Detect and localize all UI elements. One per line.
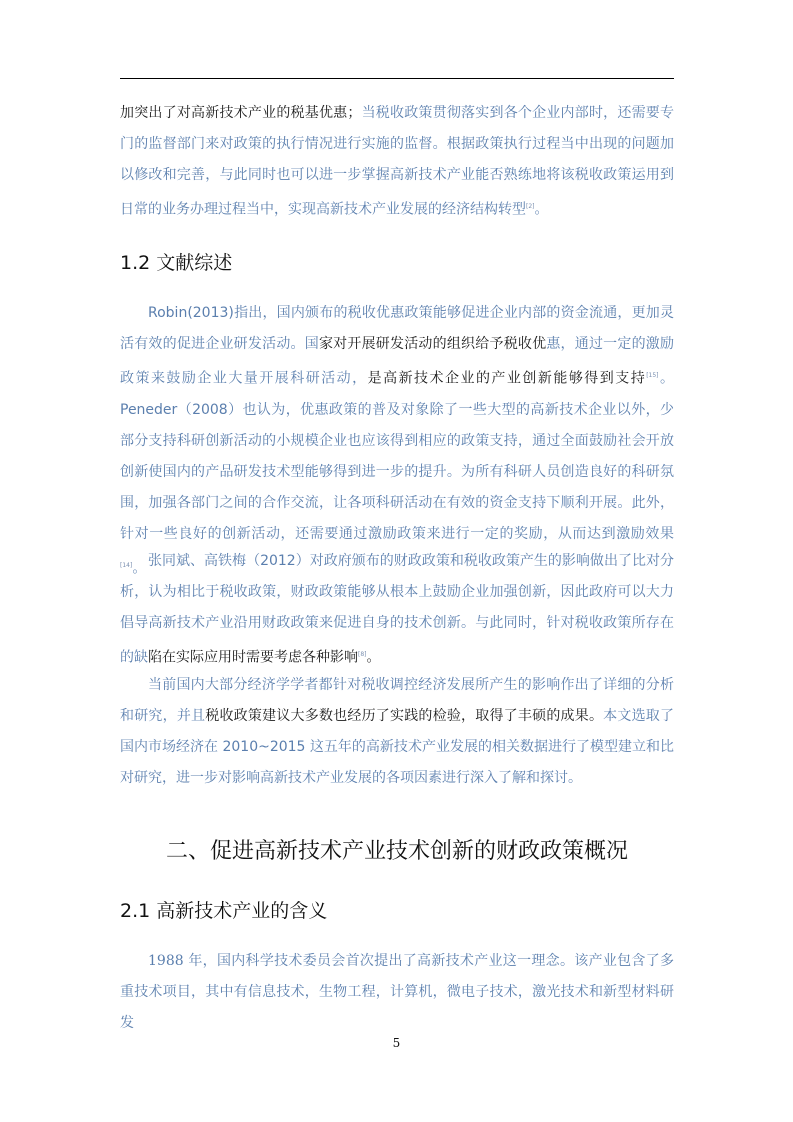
paragraph-literature-2 [120,546,674,674]
section-heading-1-2: 1.2 文献综述 [120,252,233,274]
paragraph-literature-1 [120,298,674,584]
text-span: 。 [366,649,381,666]
text-span: 陷在实际应用时需要考虑各种影响 [148,649,358,666]
text-span: 当前国内大部分经济学学者都针对税收调控经济发展所产生的影响作出了详细的分析和研究，并且 [120,677,674,724]
text-span: 是高新技术企业的产业创新能够得到支持 [367,370,647,387]
text-span: Robin(2013)指出，国内颁布的税收优惠政策能够促进企业内部的资金流通，更加灵活有效的促进企业研发活动。国 [120,305,674,352]
text-span: 当税收政策贯彻落实到各个企业内部时，还需要专门的监督部门来对政策的执行情况进行实施的监督。根据政策执行过程当中出现的问题加以修改和完善，与此同时也可以进一步掌握高新技术产业能否熟练地将该税收政策运用到日常的业务办理过程当中，实现高新技术产业发展的经济结构转型 [120,105,675,218]
text-span: 张同斌、高铁梅（2012）对政府颁布的财政政策和税收政策产生的影响做出了比对分析，认为相比于税收政策，财政政策能够从根本上鼓励企业加强创新，因此政府可以大力倡导高新技术产业沿用财政政策来促进自身的技术创新。与此同时，针对税收政策所存在的缺 [120,553,674,666]
text-span: 。 [132,560,147,577]
header-rule [120,78,674,79]
citation-ref: [8] [358,651,367,658]
paragraph-intro-continued [120,98,674,226]
section-heading-2-1: 2.1 高新技术产业的含义 [120,900,328,922]
chapter-heading-2: 二、促进高新技术产业技术创新的财政政策概况 [165,839,628,864]
citation-ref: [15] [646,372,659,379]
text-span: 惠，通过一定的激励政策来鼓励企业大量开展科研活动， [120,336,675,387]
text-span: 税收政策建议大多数也经历了实践的检验，取得了丰硕的成果。 [205,708,604,724]
citation-ref: [14] [120,561,133,569]
paragraph-literature-3 [120,670,674,794]
text-span: 。 [534,201,549,218]
text-span: 本文选取了国内市场经济在 2010~2015 这五年的高新技术产业发展的相关数据进行了模型建立和比对研究，进一步对影响高新技术产业发展的各项因素进行深入了解和探讨。 [120,708,675,786]
text-span: 家对开展研发活动的组织给予税收优 [318,336,547,352]
page-number: 5 [392,1036,401,1050]
text-span: 加突出了对高新技术产业的税基优惠； [120,105,362,121]
paragraph-definition: 1988 年，国内科学技术委员会首次提出了高新技术产业这一理念。该产业包含了多重技术项目，其中有信息技术，生物工程，计算机，微电子技术，激光技术和新型材料研发 [120,953,674,1031]
text-span: 。Peneder（2008）也认为，优惠政策的普及对象除了一些大型的高新技术企业以外，少部分支持科研创新活动的小规模企业也应该得到相应的政策支持，通过全面鼓励社会开放创新使国内的产品研发技术型能够得到进一步的提升。为所有科研人员创造良好的科研氛围，加强各部门之间的合作交流，让各项科研活动在有效的资金支持下顺利开展。此外，针对一些良好的创新活动，还需要通过激励政策来进行一定的奖励，从而达到激励效果 [120,370,675,542]
citation-ref: [2] [526,203,535,210]
